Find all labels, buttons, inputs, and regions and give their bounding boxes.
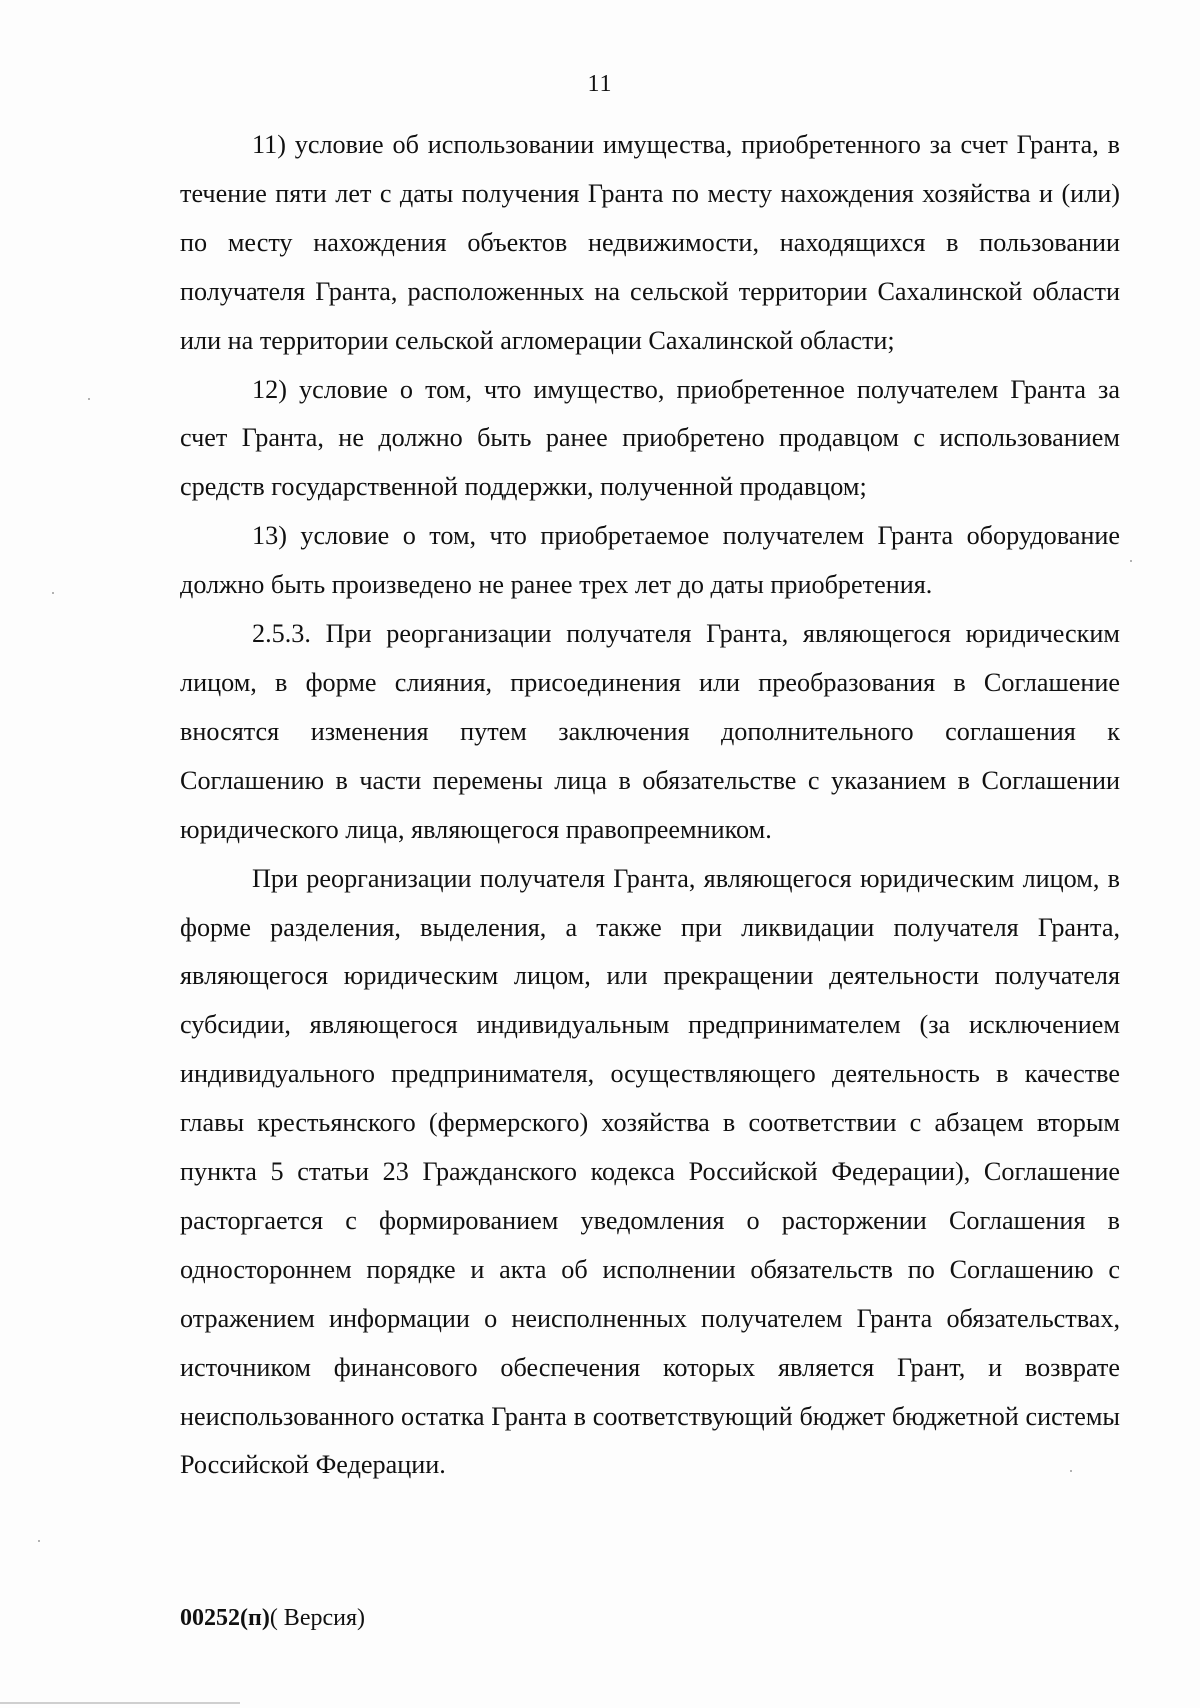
page-number: 11 bbox=[587, 71, 613, 97]
scan-speck bbox=[1130, 560, 1132, 562]
scan-speck bbox=[1070, 1470, 1072, 1472]
document-code: 00252(п) bbox=[180, 1605, 270, 1631]
scan-speck bbox=[38, 1540, 40, 1542]
paragraph-item-13: 13) условие о том, что приобретаемое получателем Гранта оборудование должно быть произведено не ранее трех лет до даты приобретения. bbox=[180, 521, 1120, 600]
scan-speck bbox=[88, 398, 90, 400]
paragraph-item-11: 11) условие об использовании имущества, приобретенного за счет Гранта, в течение пяти лет с даты получения Гранта по месту нахождения хозяйства и (или) по месту нахождения объектов недвижимости, находящихся в пользовании получателя Гранта, расположенных на сельской территории Сахалинской области или на территории сельской агломерации Сахалинской области; bbox=[180, 130, 1120, 355]
paragraph-item-12: 12) условие о том, что имущество, приобретенное получателем Гранта за счет Гранта, не должно быть ранее приобретено продавцом с использованием средств государственной поддержки, полученной продавцом; bbox=[180, 374, 1120, 502]
scan-edge-line bbox=[0, 1702, 240, 1704]
document-version: ( Версия) bbox=[269, 1605, 365, 1631]
document-body bbox=[180, 121, 1120, 1490]
paragraph-section-2-5-3: 2.5.3. При реорганизации получателя Гранта, являющегося юридическим лицом, в форме слияния, присоединения или преобразования в Соглашение вносятся изменения путем заключения дополнительного соглашения к Соглашению в части перемены лица в обязательстве с указанием в Соглашении юридического лица, являющегося правопреемником. bbox=[180, 619, 1120, 844]
scan-speck bbox=[52, 592, 54, 594]
document-footer bbox=[180, 1603, 365, 1633]
paragraph-reorganization: При реорганизации получателя Гранта, являющегося юридическим лицом, в форме разделения, выделения, а также при ликвидации получателя Гранта, являющегося юридическим лицом, или прекращении деятельности получателя субсидии, являющегося индивидуальным предпринимателем (за исключением индивидуального предпринимателя, осуществляющего деятельность в качестве главы крестьянского (фермерского) хозяйства в соответствии с абзацем вторым пункта 5 статьи 23 Гражданского кодекса Российской Федерации), Соглашение расторгается с формированием уведомления о расторжении Соглашения в одностороннем порядке и акта об исполнении обязательств по Соглашению с отражением информации о неисполненных получателем Гранта обязательствах, источником финансового обеспечения которых является Грант, и возврате неиспользованного остатка Гранта в соответствующий бюджет бюджетной системы Российской Федерации. bbox=[180, 863, 1120, 1480]
